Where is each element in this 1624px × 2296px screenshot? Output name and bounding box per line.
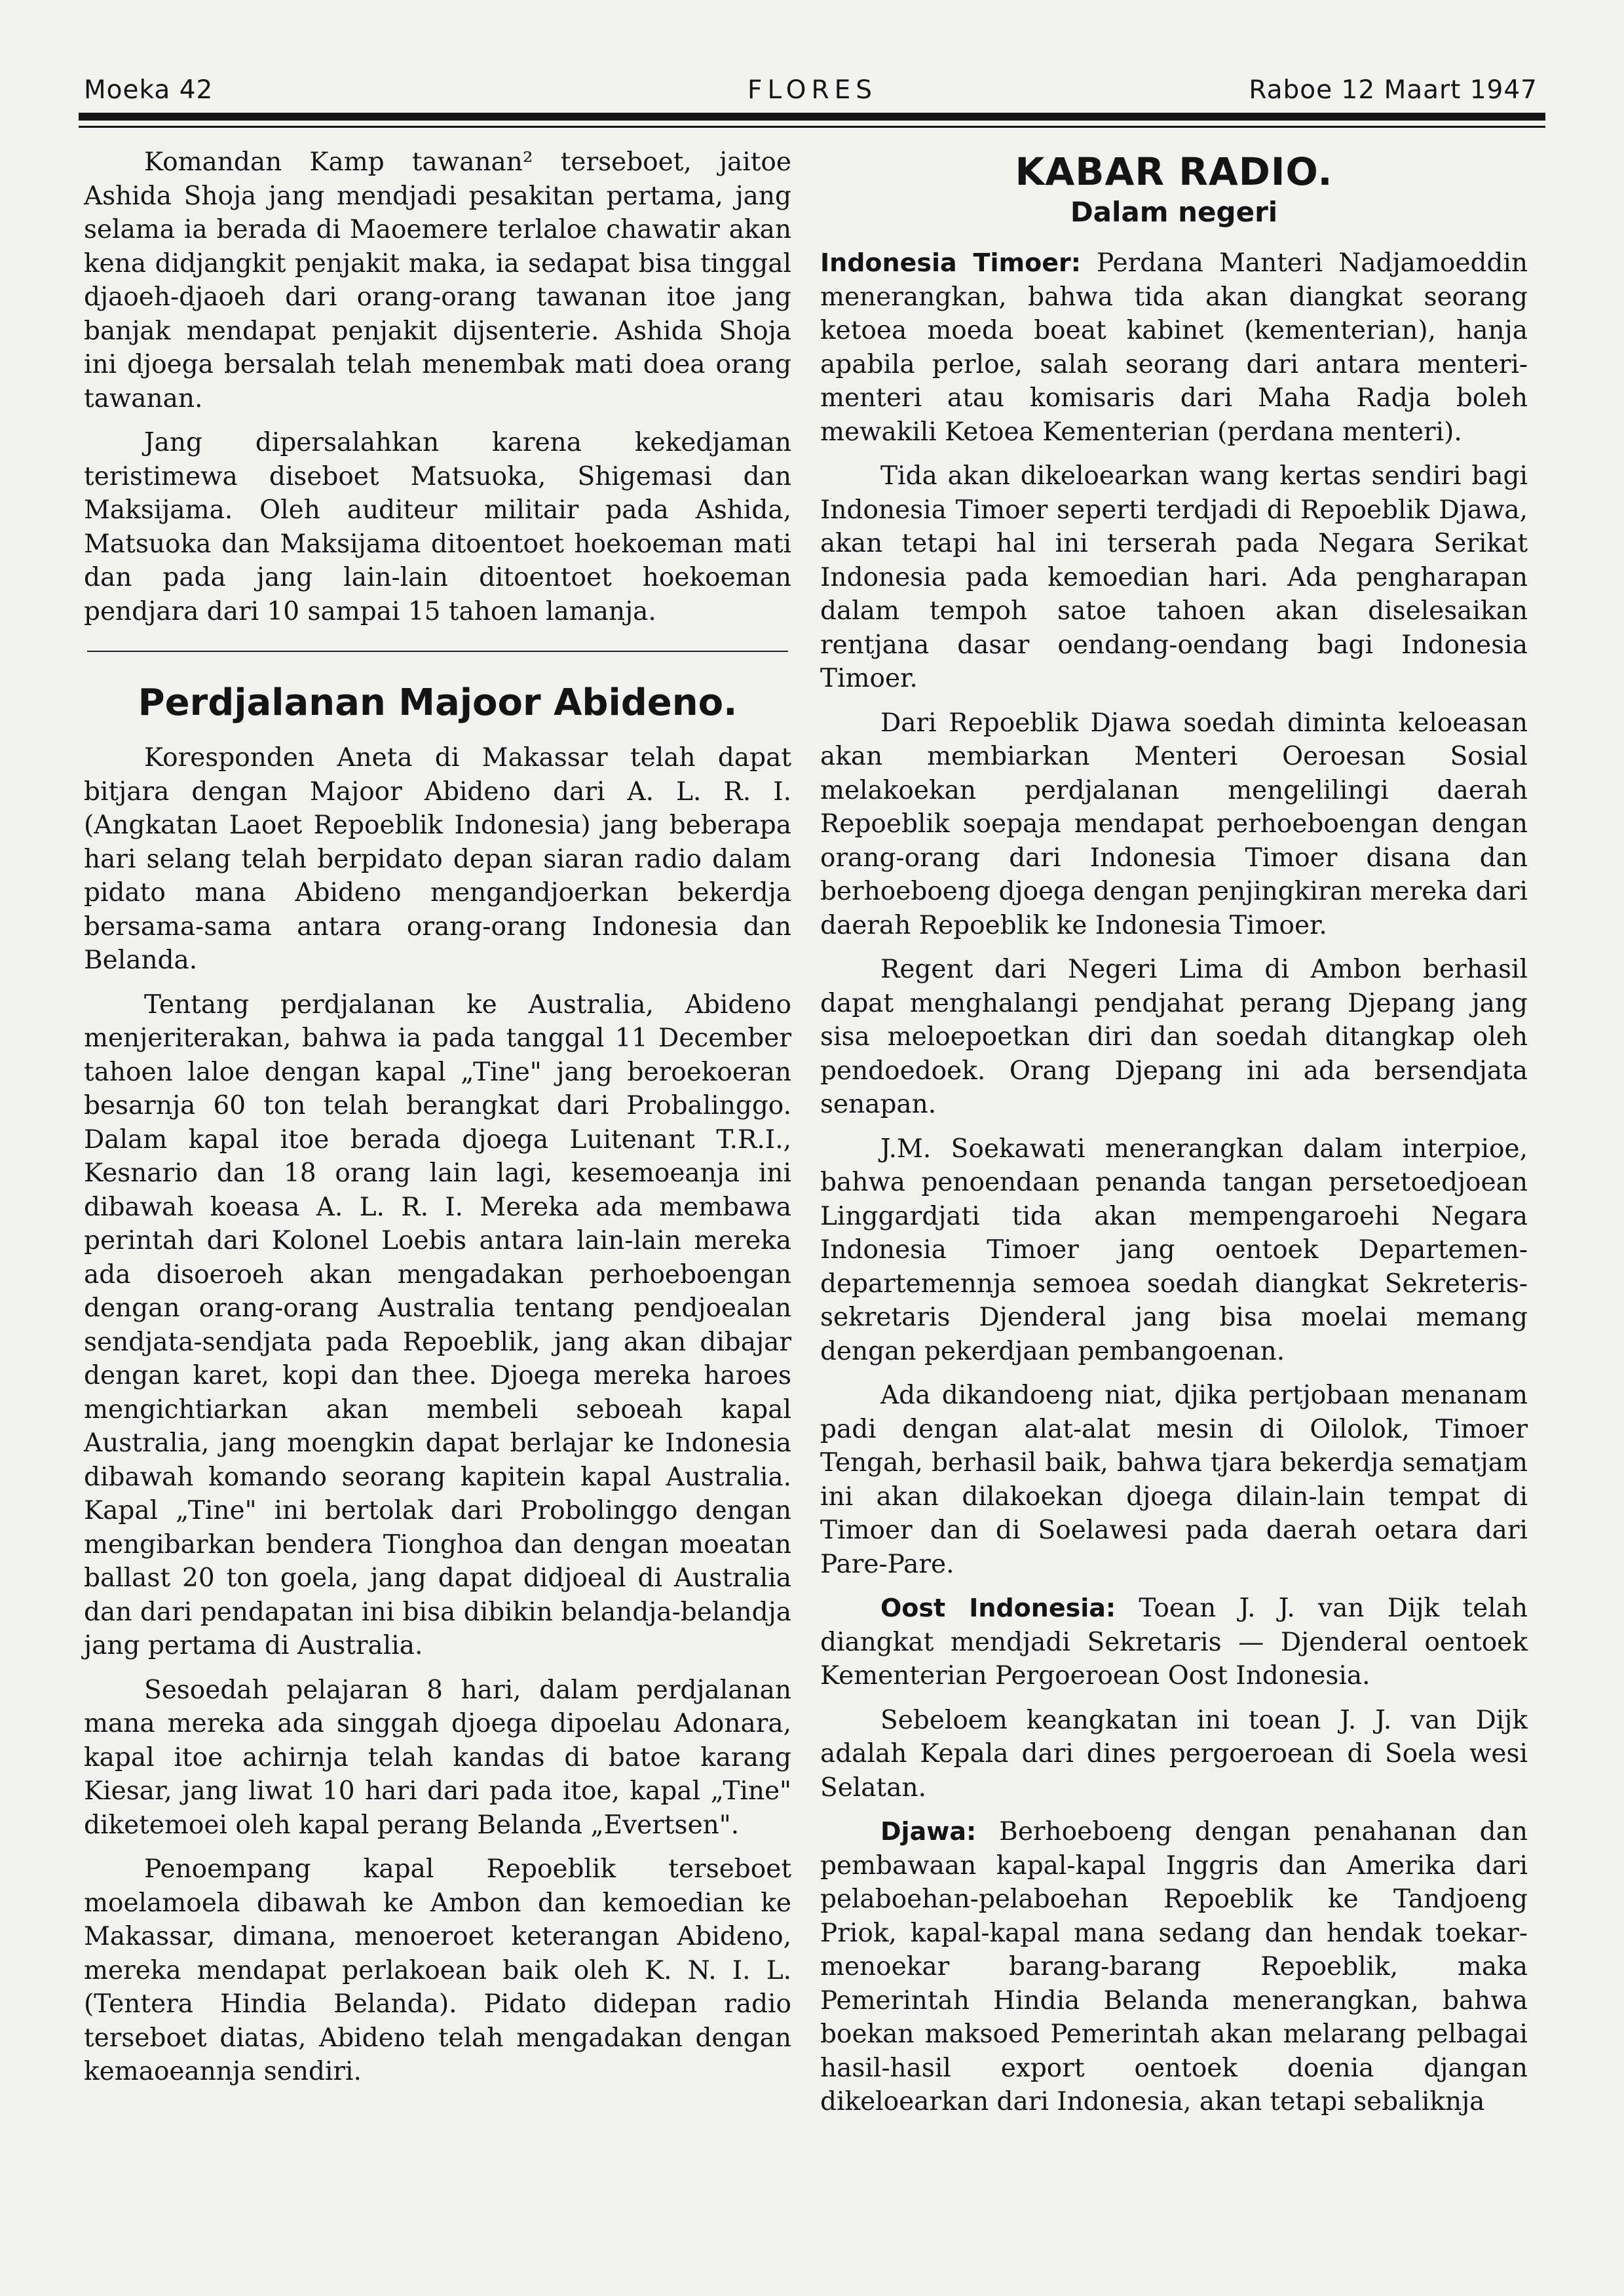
section-title: KABAR RADIO. [1015, 149, 1333, 194]
header-rule-thick [79, 113, 1545, 121]
masthead-title: FLORES [747, 75, 877, 105]
news-item [820, 246, 1528, 449]
region-label: Oost Indonesia: [880, 1594, 1116, 1622]
paragraph: Ada dikandoeng niat, djika pertjobaan menanam padi dengan alat-alat mesin di Oilolok, Timoer Tengah, berhasil baik, bahwa tjara bekerdja sematjam ini akan dilakoekan djoega dilain-lain tempat di Timoer dan di Soelawesi pada daerah oetara dari Pare-Pare. [820, 1381, 1528, 1579]
paragraph: Regent dari Negeri Lima di Ambon berhasil dapat menghalangi pendjahat perang Djepang jang sisa meloepoetkan diri dan soedah ditangkap oleh pendoedoek. Orang Djepang ini ada bersendjata senapan. [820, 955, 1528, 1119]
paragraph: J.M. Soekawati menerangkan dalam interpioe, bahwa penoendaan penanda tangan persetoedjoean Linggardjati tida akan mempengaroehi Negara Indonesia Timoer jang oentoek Departemen-departemennja semoea soedah diangkat Sekreteris-sekretaris Djenderal jang bisa moelai memang dengan pekerdjaan pembangoenan. [820, 1134, 1528, 1366]
article-divider [87, 651, 788, 652]
header-rule-thin [79, 126, 1545, 128]
region-label: Indonesia Timoer: [820, 248, 1081, 277]
paragraph: Sesoedah pelajaran 8 hari, dalam perdjalanan mana mereka ada singgah djoega dipoelau Adonara, kapal itoe achirnja telah kandas di batoe karang Kiesar, jang liwat 10 hari dari pada itoe, kapal „Tine" diketemoei oleh kapal perang Belanda „Evertsen". [84, 1675, 791, 1840]
paragraph: Dari Repoeblik Djawa soedah diminta keloeasan akan membiarkan Menteri Oeroesan Sosial melakoekan perdjalanan mengelilingi daerah Repoeblik soepaja mendapat perhoeboengan dengan orang-orang dari Indonesia Timoer disana dan berhoeboeng djoega dengan penjingkiran mereka dari daerah Repoeblik ke Indonesia Timoer. [820, 708, 1528, 940]
paragraph-text: Toean J. J. van Dijk telah diangkat mendjadi Sekretaris — Djenderal oentoek Kementerian Pergoeroean Oost Indonesia. [820, 1594, 1528, 1691]
paragraph: Jang dipersalahkan karena kekedjaman teristimewa diseboet Matsuoka, Shigemasi dan Maksijama. Oleh auditeur militair pada Ashida, Matsuoka dan Maksijama ditoentoet hoekoeman mati dan pada jang lain-lain ditoentoet hoekoeman pendjara dari 10 sampai 15 tahoen lamanja. [84, 428, 791, 626]
article-title: Perdjalanan Majoor Abideno. [138, 681, 738, 724]
section-subtitle: Dalam negeri [1070, 196, 1278, 228]
paragraph-text: Berhoeboeng dengan penahanan dan pembawaan kapal-kapal Inggris dan Amerika dari pelaboehan-pelaboehan Repoeblik ke Tandjoeng Priok, kapal-kapal mana sedang dan hendak toekar-menoekar barang-barang Repoeblik, maka Pemerintah Hindia Belanda menerangkan, bahwa boekan maksoed Pemerintah akan melarang pelbagai hasil-hasil export oentoek doenia djangan dikeloearkan dari Indonesia, akan tetapi sebaliknja [820, 1817, 1528, 2116]
news-item [820, 1815, 1528, 2119]
right-column [820, 145, 1528, 2130]
paragraph: Penoempang kapal Repoeblik terseboet moelamoela dibawah ke Ambon dan kemoedian ke Makassar, dimana, menoeroet keterangan Abideno, mereka mendapat perlakoean baik oleh K. N. I. L. (Tentera Hindia Belanda). Pidato didepan radio terseboet diatas, Abideno telah mengadakan dengan kemaoeannja sendiri. [84, 1854, 791, 2086]
region-label: Djawa: [880, 1817, 977, 1846]
paragraph-text: Perdana Manteri Nadjamoeddin menerangkan, bahwa tida akan diangkat seorang ketoea moeda boeat kabinet (kementerian), hanja apabila perloe, salah seorang dari antara menteri-menteri atau komisaris dari Maha Radja boleh mewakili Ketoea Kementerian (perdana menteri). [820, 248, 1528, 447]
paragraph: Tentang perdjalanan ke Australia, Abideno menjeriterakan, bahwa ia pada tanggal 11 December tahoen laloe dengan kapal „Tine" jang beroekoeran besarnja 60 ton telah berangkat dari Probalinggo. Dalam kapal itoe berada djoega Luitenant T.R.I., Kesnario dan 18 orang lain lagi, kesemoeanja ini dibawah koeasa A. L. R. I. Mereka ada membawa perintah dari Kolonel Loebis antara lain-lain mereka ada disoeroeh akan mengadakan perhoeboengan dengan orang-orang Australia tentang pendjoealan sendjata-sendjata pada Repoeblik, jang akan dibajar dengan karet, kopi dan thee. Djoega mereka haroes mengichtiarkan akan membeli seboeah kapal Australia, jang moengkin dapat berlajar ke Indonesia dibawah komando seorang kapitein kapal Australia. Kapal „Tine" ini bertolak dari Probolinggo dengan mengibarkan bendera Tionghoa dan dengan moeatan ballast 20 ton goela, jang dapat didjoeal di Australia dan dari pendapatan ini bisa dibikin belandja-belandja jang pertama di Australia. [84, 989, 791, 1660]
paragraph: Komandan Kamp tawanan² terseboet, jaitoe Ashida Shoja jang mendjadi pesakitan pertama, jang selama ia berada di Maoemere terlaloe chawatir akan kena didjangkit penjakit maka, ia sedapat bisa tinggal djaoeh-djaoeh dari orang-orang tawanan itoe jang banjak mendapat penjakit dijsenterie. Ashida Shoja ini djoega bersalah telah menembak mati doea orang tawanan. [84, 147, 791, 413]
paragraph: Koresponden Aneta di Makassar telah dapat bitjara dengan Majoor Abideno dari A. L. R. I. (Angkatan Laoet Repoeblik Indonesia) jang beberapa hari selang telah berpidato depan siaran radio dalam pidato mana Abideno mengandjoerkan bekerdja bersama-sama antara orang-orang Indonesia dan Belanda. [84, 743, 791, 975]
news-item [820, 1592, 1528, 1693]
paragraph: Tida akan dikeloearkan wang kertas sendiri bagi Indonesia Timoer seperti terdjadi di Repoeblik Djawa, akan tetapi hal ini terserah pada Negara Serikat Indonesia pada kemoedian hari. Ada pengharapan dalam tempoh satoe tahoen akan diselesaikan rentjana dasar oendang-oendang bagi Indonesia Timoer. [820, 461, 1528, 693]
issue-number: Moeka 42 [84, 75, 214, 105]
paragraph: Sebeloem keangkatan ini toean J. J. van Dijk adalah Kepala dari dines pergoeroean di Soela wesi Selatan. [820, 1705, 1528, 1803]
left-column [84, 145, 791, 2099]
issue-date: Raboe 12 Maart 1947 [1249, 75, 1538, 105]
